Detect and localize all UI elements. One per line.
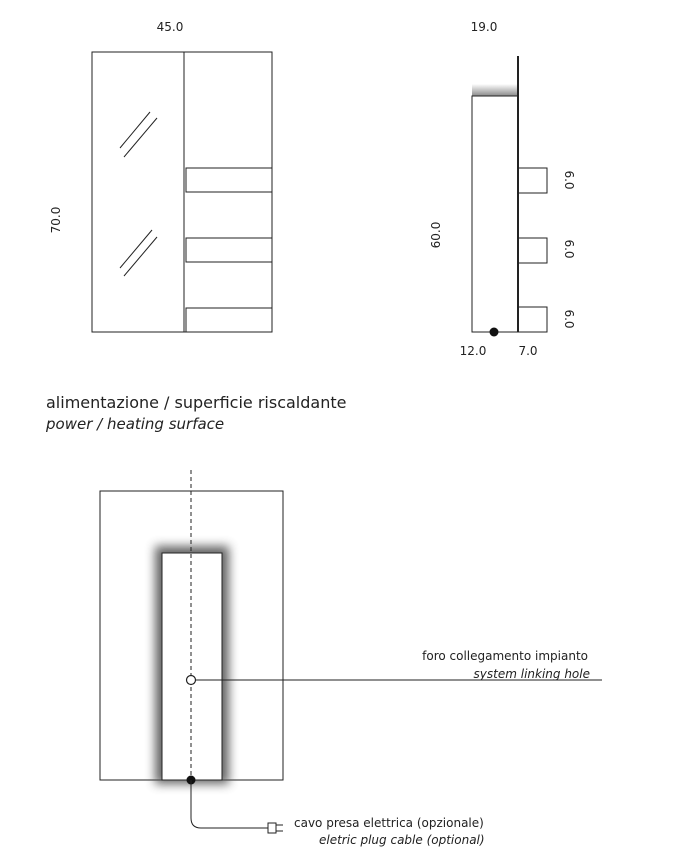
mirror-reflection-marks xyxy=(120,112,157,276)
side-connection-point xyxy=(490,328,499,337)
cable-callout-it: cavo presa elettrica (opzionale) xyxy=(294,816,484,830)
side-view xyxy=(429,20,576,358)
hole-callout-en: system linking hole xyxy=(473,667,590,681)
side-shelf xyxy=(518,307,547,332)
section-title-it: alimentazione / superficie riscaldante xyxy=(46,393,347,412)
side-shelf-label: 6.0 xyxy=(562,170,576,190)
side-shelf-label: 6.0 xyxy=(562,239,576,259)
front-shelf xyxy=(186,168,272,192)
side-cabinet-body xyxy=(472,96,518,332)
side-shelf xyxy=(518,238,547,263)
side-depth-label: 19.0 xyxy=(470,20,498,34)
side-top-shading xyxy=(472,84,518,96)
hole-callout-it: foro collegamento impianto xyxy=(422,649,588,663)
plug-cable-line xyxy=(191,780,268,828)
plug-icon xyxy=(268,823,283,833)
front-view xyxy=(49,20,272,332)
front-width-label: 45.0 xyxy=(156,20,184,34)
system-linking-hole xyxy=(187,676,196,685)
front-shelf xyxy=(186,308,272,332)
section-title-en: power / heating surface xyxy=(46,415,225,433)
side-bottom-left-label: 12.0 xyxy=(459,344,487,358)
cable-callout-en: eletric plug cable (optional) xyxy=(319,833,485,847)
side-height-label: 60.0 xyxy=(429,221,443,249)
side-shelf xyxy=(518,168,547,193)
front-shelf xyxy=(186,238,272,262)
side-shelf-label: 6.0 xyxy=(562,309,576,329)
front-height-label: 70.0 xyxy=(49,206,63,234)
heating-surface xyxy=(162,553,222,780)
side-bottom-right-label: 7.0 xyxy=(518,344,538,358)
